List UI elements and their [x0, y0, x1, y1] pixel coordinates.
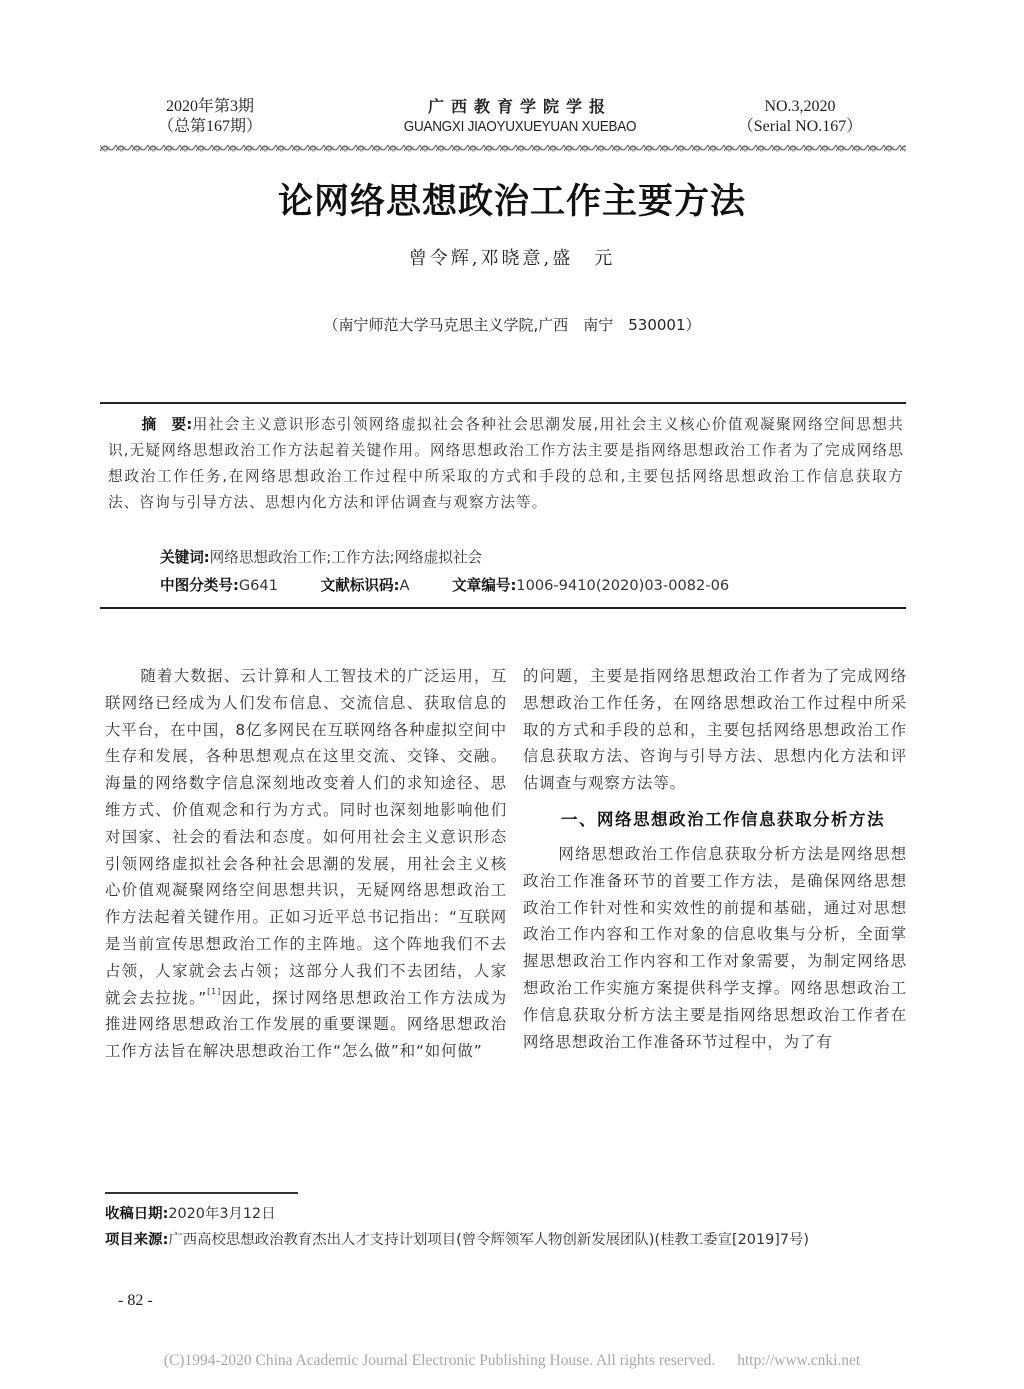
article-title: 论网络思想政治工作主要方法 — [277, 181, 746, 222]
clc-value: G641 — [238, 577, 278, 594]
journal-name — [360, 97, 680, 137]
body-text-cont: 因此，探讨网络思想政治工作方法成为推进网络思想政治工作发展的重要课题。网络思想政治工作方法旨在解决思想政治工作“怎么做”和“如何做” — [105, 988, 507, 1061]
article-no-value: 1006-9410(2020)03-0082-06 — [516, 577, 730, 594]
abstract-label: 摘 要: — [141, 416, 193, 433]
body-paragraph: 网络思想政治工作信息获取分析方法是网络思想政治工作准备环节的首要工作方法，是确保网络思想政治工作针对性和实效性的前提和基础，通过对思想政治工作内容和工作对象的信息收集与分析，全面掌握思想政治工作内容和工作对象需要，为制定网络思想政治工作实施方案提供科学支撑。网络思想政治工作信息获取分析方法主要是指网络思想政治工作者在网络思想政治工作准备环节过程中，为了有 — [523, 844, 907, 1051]
received-date — [105, 1202, 276, 1226]
abstract — [108, 412, 904, 516]
issue-info-cn — [110, 97, 310, 137]
decorative-border — [100, 141, 906, 155]
keywords — [160, 546, 482, 567]
author-affiliation: （南宁师范大学马克思主义学院,广西 南宁 530001） — [323, 316, 701, 334]
received-value: 2020年3月12日 — [168, 1206, 276, 1222]
keywords-text: 网络思想政治工作;工作方法;网络虚拟社会 — [209, 549, 483, 566]
copyright-notice — [0, 1352, 1024, 1370]
issue-info-en — [700, 97, 900, 137]
section-heading: 一、网络思想政治工作信息获取分析方法 — [560, 809, 885, 829]
funding-source — [105, 1228, 905, 1252]
body-paragraph — [105, 663, 507, 1065]
issue-number: 2020年第3期 — [165, 98, 254, 115]
funding-label: 项目来源: — [105, 1232, 169, 1248]
clc-label: 中图分类号: — [160, 577, 239, 594]
body-column-right — [523, 663, 907, 1055]
copyright-url[interactable]: http://www.cnki.net — [737, 1352, 861, 1369]
serial-number-en: （Serial NO.167） — [737, 118, 863, 135]
body-paragraph: 的问题，主要是指网络思想政治工作者为了完成网络思想政治工作任务，在网络思想政治工作过程中所采取的方式和手段的总和，主要包括网络思想政治工作信息获取方法、咨询与引导方法、思想内化方法和评估调查与观察方法等。 — [523, 667, 907, 793]
journal-name-en: GUANGXI JIAOYUXUEYUAN XUEBAO — [403, 118, 637, 135]
citation-marker[interactable]: [1] — [207, 986, 222, 996]
abstract-top-rule — [100, 402, 906, 404]
journal-name-cn: 广西教育学院学报 — [427, 97, 612, 116]
page-number: - 82 - — [118, 1292, 153, 1309]
issue-number-en: NO.3,2020 — [764, 98, 836, 115]
received-label: 收稿日期: — [105, 1206, 169, 1222]
abstract-text: 用社会主义意识形态引领网络虚拟社会各种社会思潮发展,用社会主义核心价值观凝聚网络空间思想共识,无疑网络思想政治工作方法起着关键作用。网络思想政治工作方法主要是指网络思想政治工作者为了完成网络思想政治工作任务,在网络思想政治工作过程中所采取的方式和手段的总和,主要包括网络思想政治工作信息获取方法、咨询与引导方法、思想内化方法和评估调查与观察方法等。 — [108, 416, 904, 511]
keywords-label: 关键词: — [160, 549, 210, 566]
article-authors: 曾令辉,邓晓意,盛 元 — [408, 248, 616, 269]
serial-number: （总第167期） — [157, 118, 262, 135]
classification-line — [160, 574, 920, 595]
body-column-left — [105, 663, 507, 1065]
funding-value: 广西高校思想政治教育杰出人才支持计划项目(曾令辉领军人物创新发展团队)(桂教工委宣[2019]7号) — [168, 1232, 810, 1248]
copyright-text: (C)1994-2020 China Academic Journal Electronic Publishing House. All rights reserved. — [163, 1352, 716, 1369]
abstract-bottom-rule — [100, 607, 906, 609]
doc-code-value: A — [399, 577, 410, 594]
article-no-label: 文章编号: — [452, 577, 517, 594]
doc-code-label: 文献标识码: — [320, 577, 400, 594]
body-text: 随着大数据、云计算和人工智技术的广泛运用，互联网络已经成为人们发布信息、交流信息、获取信息的大平台，在中国，8亿多网民在互联网络各种虚拟空间中生存和发展，各种思想观点在这里交流、交锋、交融。海量的网络数字信息深刻地改变着人们的求知途径、思维方式、价值观念和行为方式。同时也深刻地影响他们对国家、社会的看法和态度。如何用社会主义意识形态引领网络虚拟社会各种社会思潮的发展，用社会主义核心价值观凝聚网络空间思想共识，无疑网络思想政治工作方法起着关键作用。正如习近平总书记指出：“互联网是当前宣传思想政治工作的主阵地。这个阵地我们不去占领，人家就会去占领；这部分人我们不去团结，人家就会去拉拢。” — [105, 667, 507, 1007]
footnote-rule — [105, 1192, 298, 1194]
